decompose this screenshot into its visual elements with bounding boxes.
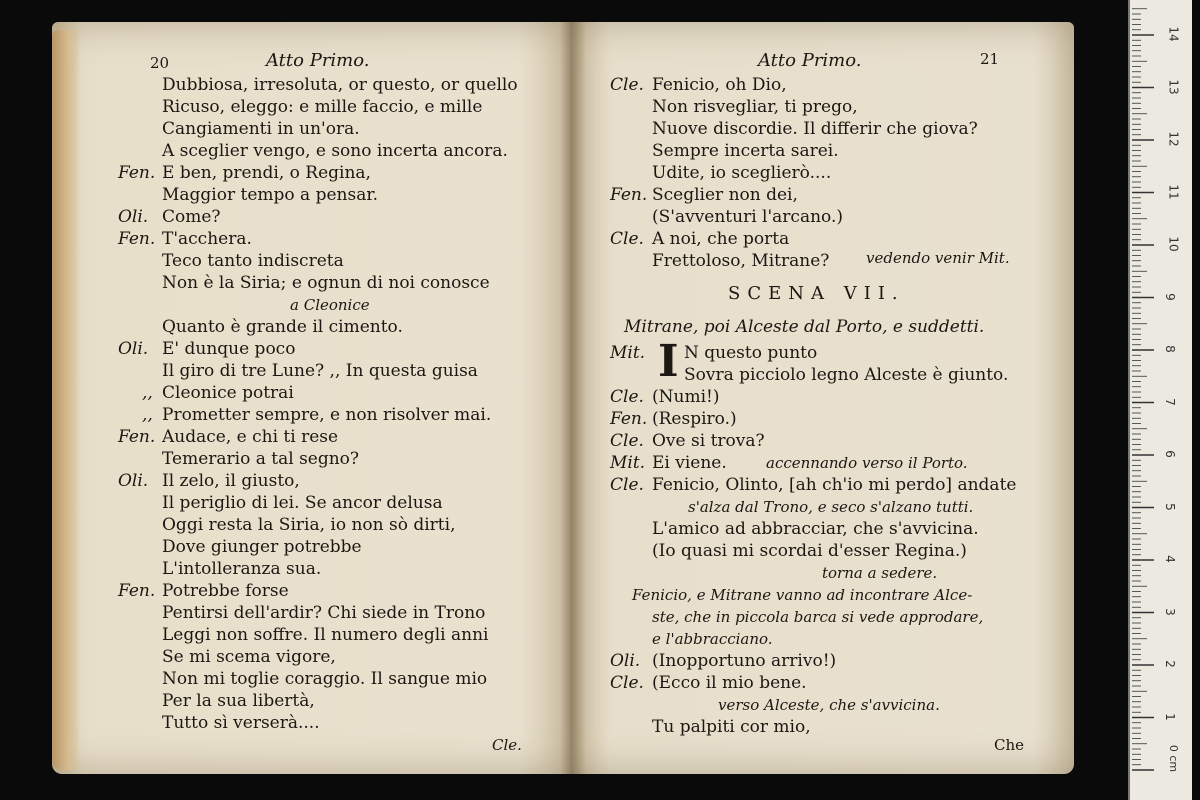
measuring-ruler	[1128, 0, 1192, 800]
ruler-number: 3	[1162, 607, 1177, 616]
dialogue-line: Dubbiosa, irresoluta, or questo, or quello	[162, 75, 518, 95]
dialogue-line: (Ecco il mio bene.	[652, 673, 807, 693]
speaker-label: Oli.	[118, 471, 149, 491]
dialogue-line: Il periglio di lei. Se ancor delusa	[162, 493, 443, 513]
ruler-number: 8	[1162, 345, 1177, 353]
dialogue-line: T'acchera.	[162, 229, 252, 249]
dialogue-line: Sempre incerta sarei.	[652, 141, 839, 161]
dialogue-line: Tutto sì verserà....	[162, 713, 320, 733]
dialogue-line: Ove si trova?	[652, 431, 765, 451]
dialogue-line: Ricuso, eleggo: e mille faccio, e mille	[162, 97, 483, 117]
speaker-label: Oli.	[118, 207, 149, 227]
stage-block-line: Fenicio, e Mitrane vanno ad incontrare Alce-	[632, 586, 973, 604]
dialogue-line: E ben, prendi, o Regina,	[162, 163, 371, 183]
ruler-number: 13	[1166, 78, 1181, 95]
dialogue-line: Cleonice potrai	[162, 383, 294, 403]
dialogue-line: Prometter sempre, e non risolver mai.	[162, 405, 492, 425]
scene-cast: Mitrane, poi Alceste dal Porto, e suddetti.	[624, 317, 985, 337]
dialogue-line: (Inopportuno arrivo!)	[652, 651, 837, 671]
speaker-label: ,,	[142, 405, 153, 425]
dialogue-line: Non è la Siria; e ognun di noi conosce	[162, 273, 490, 293]
speaker-label: Fen.	[118, 581, 156, 601]
speaker-label: Fen.	[118, 427, 156, 447]
ruler-number: 9	[1162, 292, 1177, 301]
dialogue-line: Sovra picciolo legno Alceste è giunto.	[684, 365, 1009, 385]
left-page-number: 20	[150, 54, 170, 72]
dialogue-line: E' dunque poco	[162, 339, 296, 359]
dialogue-line: Audace, e chi ti rese	[162, 427, 339, 447]
dialogue-line: Oggi resta la Siria, io non sò dirti,	[162, 515, 456, 535]
speaker-label: Mit.	[610, 343, 646, 363]
dialogue-line: A noi, che porta	[652, 229, 790, 249]
stage-direction: verso Alceste, che s'avvicina.	[718, 696, 940, 714]
right-page	[570, 22, 1074, 774]
dialogue-line: Ei viene.	[652, 453, 727, 473]
dialogue-line: Leggi non soffre. Il numero degli anni	[162, 625, 489, 645]
dialogue-line: Nuove discordie. Il differir che giova?	[652, 119, 978, 139]
speaker-label: Mit.	[610, 453, 646, 473]
initial-capital: I	[658, 336, 679, 387]
dialogue-line: Tu palpiti cor mio,	[652, 717, 811, 737]
speaker-label: Oli.	[610, 651, 641, 671]
dialogue-line: Se mi scema vigore,	[162, 647, 336, 667]
stage-block-line: ste, che in piccola barca si vede approdare,	[652, 608, 984, 626]
stage-direction: s'alza dal Trono, e seco s'alzano tutti.	[688, 498, 974, 516]
dialogue-line: A sceglier vengo, e sono incerta ancora.	[162, 141, 508, 161]
dialogue-line: Potrebbe forse	[162, 581, 289, 601]
speaker-label: Cle.	[610, 475, 644, 495]
scene-heading: SCENA VII.	[728, 283, 905, 304]
stage-direction: torna a sedere.	[822, 564, 938, 582]
dialogue-line: Pentirsi dell'ardir? Chi siede in Trono	[162, 603, 486, 623]
dialogue-line: Come?	[162, 207, 221, 227]
page-edge	[52, 30, 80, 770]
speaker-label: Cle.	[610, 387, 644, 407]
speaker-label: Cle.	[610, 75, 644, 95]
speaker-label: ,,	[142, 383, 153, 403]
dialogue-line: Per la sua libertà,	[162, 691, 315, 711]
dialogue-line: Il giro di tre Lune? ,, In questa guisa	[162, 361, 478, 381]
dialogue-line: N questo punto	[684, 343, 818, 363]
ruler-number: 1	[1162, 712, 1177, 721]
ruler-ticks	[1130, 0, 1192, 800]
ruler-number: 2	[1162, 660, 1177, 668]
stage-direction: accennando verso il Porto.	[766, 454, 968, 472]
speaker-label: Fen.	[610, 185, 648, 205]
speaker-label: Cle.	[610, 431, 644, 451]
left-running-head: Atto Primo.	[266, 50, 370, 71]
dialogue-line: Udite, io sceglierò....	[652, 163, 832, 183]
dialogue-line: (S'avventuri l'arcano.)	[652, 207, 844, 227]
stage-block-line: e l'abbracciano.	[652, 630, 773, 648]
ruler-number: 6	[1162, 450, 1177, 458]
dialogue-line: (Respiro.)	[652, 409, 737, 429]
dialogue-line: Teco tanto indiscreta	[162, 251, 344, 271]
ruler-number: 5	[1162, 502, 1177, 511]
dialogue-line: (Io quasi mi scordai d'esser Regina.)	[652, 541, 967, 561]
stage-direction: a Cleonice	[290, 296, 370, 314]
right-running-head: Atto Primo.	[758, 50, 862, 71]
dialogue-line: Sceglier non dei,	[652, 185, 798, 205]
ruler-unit-label: 0 cm	[1167, 744, 1181, 773]
open-book	[52, 22, 1074, 780]
speaker-label: Fen.	[118, 163, 156, 183]
dialogue-line: Temerario a tal segno?	[162, 449, 360, 469]
right-page-number: 21	[980, 50, 1000, 68]
dialogue-line: Il zelo, il giusto,	[162, 471, 300, 491]
right-catchword: Che	[994, 736, 1025, 754]
ruler-number: 12	[1166, 131, 1181, 147]
ruler-number: 14	[1166, 26, 1181, 42]
left-page	[52, 22, 570, 774]
speaker-label: Cle.	[610, 229, 644, 249]
ruler-number: 7	[1162, 397, 1177, 406]
ruler-number: 10	[1166, 236, 1181, 252]
dialogue-line: L'amico ad abbracciar, che s'avvicina.	[652, 519, 979, 539]
dialogue-line: Dove giunger potrebbe	[162, 537, 362, 557]
dialogue-line: Fenicio, Olinto, [ah ch'io mi perdo] andate	[652, 475, 1017, 495]
speaker-label: Fen.	[610, 409, 648, 429]
speaker-label: Oli.	[118, 339, 149, 359]
ruler-number: 11	[1166, 183, 1181, 200]
dialogue-line: Maggior tempo a pensar.	[162, 185, 378, 205]
dialogue-line: Fenicio, oh Dio,	[652, 75, 787, 95]
speaker-label: Fen.	[118, 229, 156, 249]
dialogue-line: Non mi toglie coraggio. Il sangue mio	[162, 669, 488, 689]
dialogue-line: Quanto è grande il cimento.	[162, 317, 403, 337]
speaker-label: Cle.	[610, 673, 644, 693]
book-gutter	[560, 22, 586, 774]
stage-direction: vedendo venir Mit.	[866, 249, 1010, 267]
dialogue-line: (Numi!)	[652, 387, 720, 407]
dialogue-line: Frettoloso, Mitrane?	[652, 251, 830, 271]
dialogue-line: Cangiamenti in un'ora.	[162, 119, 360, 139]
dialogue-line: L'intolleranza sua.	[162, 559, 322, 579]
dialogue-line: Non risvegliar, ti prego,	[652, 97, 858, 117]
left-catchword: Cle.	[492, 736, 522, 754]
ruler-number: 4	[1162, 555, 1177, 563]
